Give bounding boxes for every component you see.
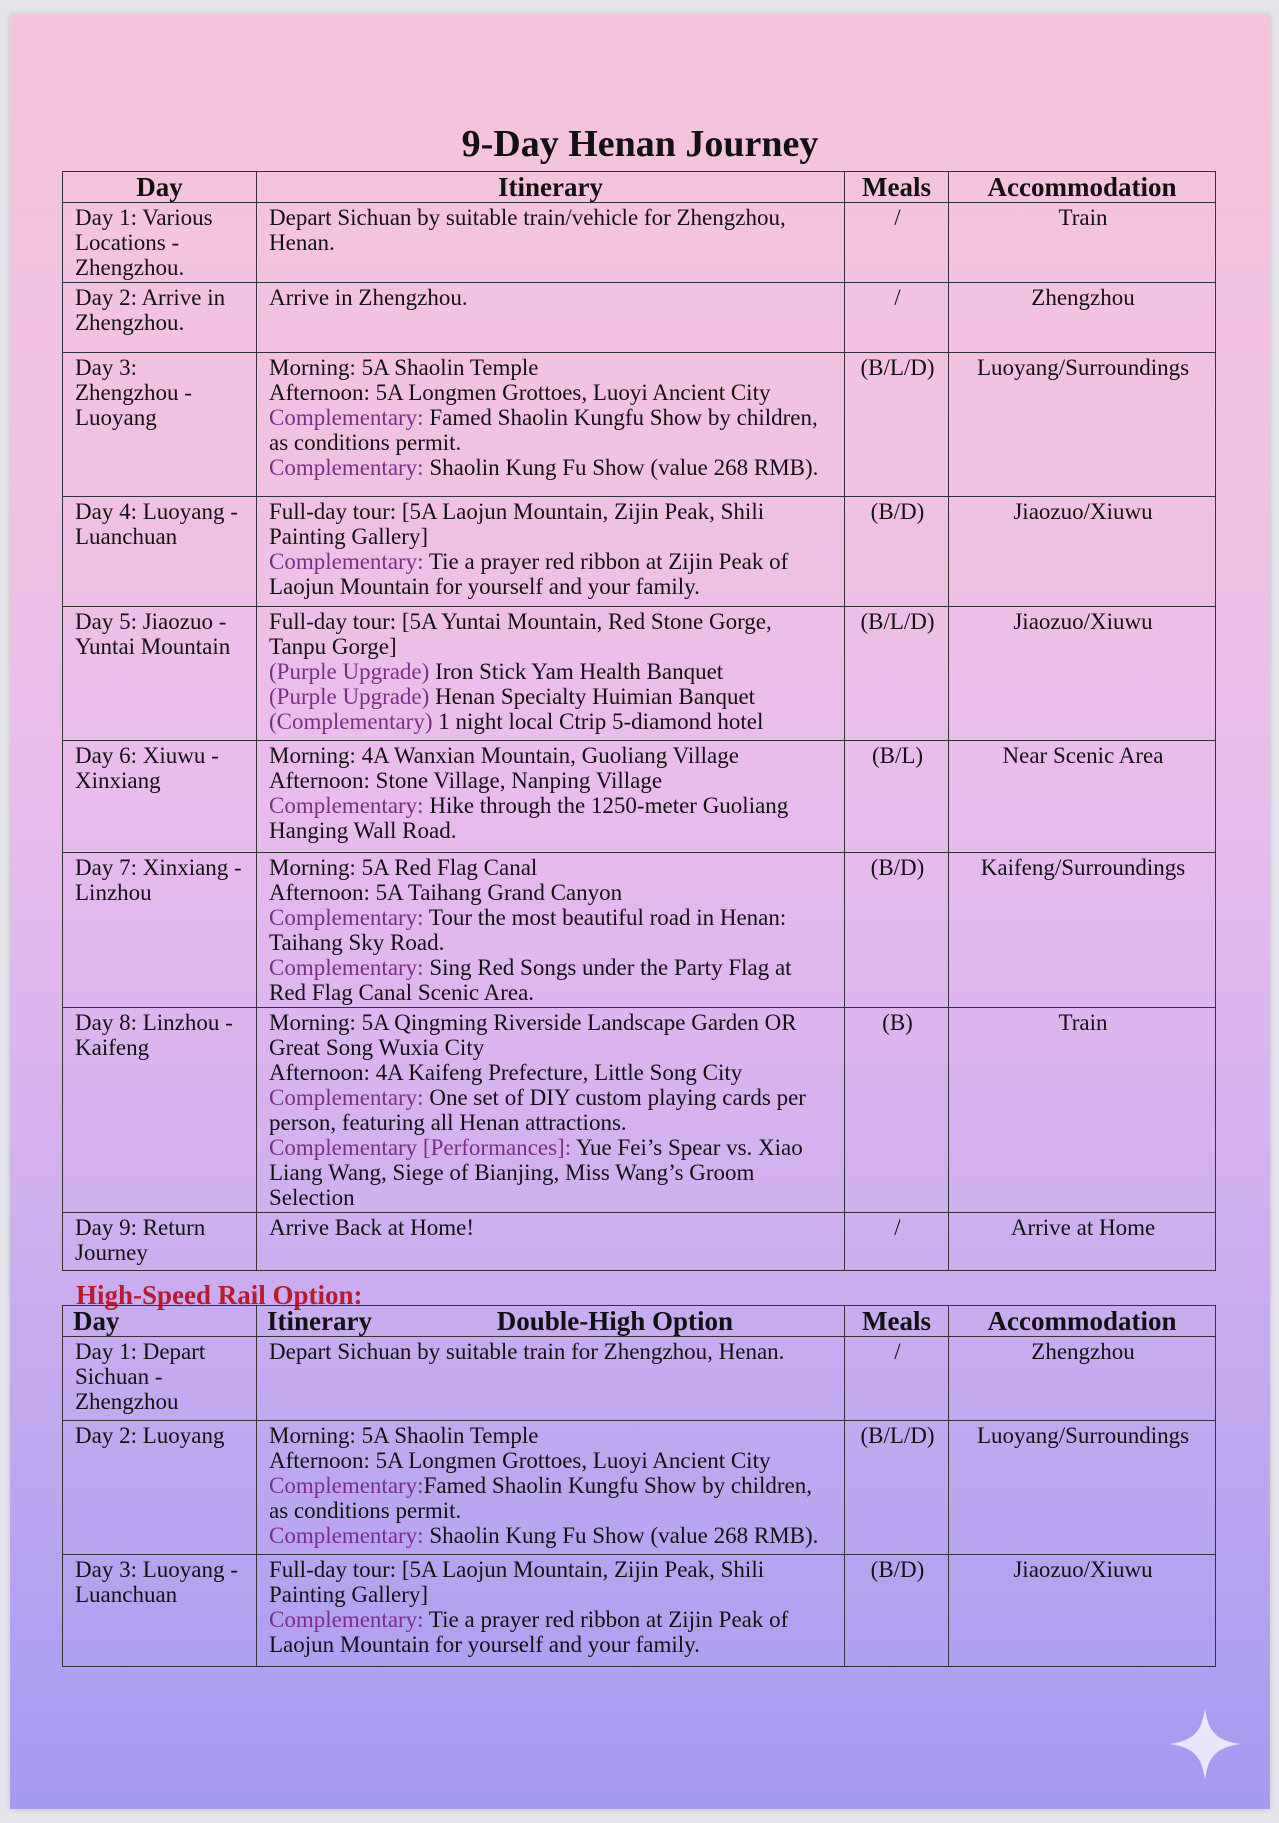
header-itinerary: Itinerary: [257, 172, 845, 203]
header-accommodation: Accommodation: [949, 172, 1216, 203]
table-row: [63, 1213, 1216, 1271]
itinerary-line: [269, 905, 834, 955]
itinerary-line: [269, 1060, 834, 1085]
itinerary-line: [269, 1523, 834, 1548]
itinerary-cell: [257, 1555, 845, 1667]
meals-cell: /: [845, 283, 949, 353]
complementary-label: Complementary:: [269, 1085, 424, 1110]
day-cell: Day 2: Arrive in Zhengzhou.: [63, 283, 257, 353]
itinerary-line: [269, 549, 834, 599]
day-cell: Day 7: Xinxiang - Linzhou: [63, 853, 257, 1008]
meals-cell: /: [845, 203, 949, 283]
day-cell: Day 3: Luoyang - Luanchuan: [63, 1555, 257, 1667]
header-day: Day: [63, 1306, 257, 1337]
header-meals: Meals: [845, 172, 949, 203]
accommodation-cell: Zhengzhou: [949, 283, 1216, 353]
accommodation-cell: Zhengzhou: [949, 1337, 1216, 1421]
itinerary-text: Afternoon: 5A Taihang Grand Canyon: [269, 880, 623, 905]
itinerary-text: Depart Sichuan by suitable train for Zhengzhou, Henan.: [269, 1339, 785, 1364]
itinerary-text: Afternoon: 5A Longmen Grottoes, Luoyi Ancient City: [269, 1448, 771, 1473]
day-cell: Day 1: Various Locations - Zhengzhou.: [63, 203, 257, 283]
table-row: [63, 353, 1216, 497]
itinerary-line: [269, 1010, 834, 1060]
itinerary-line: [269, 743, 834, 768]
accommodation-cell: Arrive at Home: [949, 1213, 1216, 1271]
itinerary-line: [269, 205, 834, 255]
itinerary-text: Sing Red Songs under the Party Flag at Red Flag Canal Scenic Area.: [269, 955, 792, 1005]
accommodation-cell: Kaifeng/Surroundings: [949, 853, 1216, 1008]
accommodation-cell: Train: [949, 203, 1216, 283]
itinerary-text: Morning: 5A Qingming Riverside Landscape Garden OR Great Song Wuxia City: [269, 1010, 797, 1060]
table-row: [63, 1555, 1216, 1667]
table-row: [63, 741, 1216, 853]
complementary-label: Complementary [Performances]:: [269, 1135, 572, 1160]
accommodation-cell: Luoyang/Surroundings: [949, 353, 1216, 497]
complementary-label: Complementary:: [269, 905, 424, 930]
itinerary-text: Arrive Back at Home!: [269, 1215, 475, 1240]
table-row: [63, 203, 1216, 283]
day-cell: Day 2: Luoyang: [63, 1421, 257, 1555]
day-cell: Day 5: Jiaozuo - Yuntai Mountain: [63, 607, 257, 741]
table-header-row: [63, 172, 1216, 203]
itinerary-text: One set of DIY custom playing cards per person, featuring all Henan attractions.: [269, 1085, 806, 1135]
complementary-label: Complementary:: [269, 455, 424, 480]
itinerary-line: [269, 1085, 834, 1135]
itinerary-line: [269, 609, 834, 659]
complementary-label: (Purple Upgrade): [269, 684, 430, 709]
itinerary-text: Tour the most beautiful road in Henan: Taihang Sky Road.: [269, 905, 787, 955]
table-row: [63, 853, 1216, 1008]
itinerary-cell: [257, 497, 845, 607]
itinerary-text: Full-day tour: [5A Yuntai Mountain, Red Stone Gorge, Tanpu Gorge]: [269, 609, 772, 659]
document-page: [10, 14, 1270, 1809]
high-speed-rail-table: [62, 1305, 1216, 1667]
meals-cell: /: [845, 1337, 949, 1421]
itinerary-line: [269, 1423, 834, 1448]
header-double-high-option: Double-High Option: [496, 1306, 734, 1336]
itinerary-line: [269, 380, 834, 405]
itinerary-line: [269, 880, 834, 905]
itinerary-text: Full-day tour: [5A Laojun Mountain, Zijin Peak, Shili Painting Gallery]: [269, 499, 765, 549]
meals-cell: (B/D): [845, 1555, 949, 1667]
itinerary-cell: [257, 607, 845, 741]
accommodation-cell: Jiaozuo/Xiuwu: [949, 607, 1216, 741]
header-meals: Meals: [845, 1306, 949, 1337]
itinerary-text: Famed Shaolin Kungfu Show by children, as conditions permit.: [269, 1473, 812, 1523]
table-row: [63, 283, 1216, 353]
itinerary-line: [269, 1135, 834, 1210]
table-row: [63, 497, 1216, 607]
itinerary-text: Henan Specialty Huimian Banquet: [429, 684, 756, 709]
itinerary-line: [269, 1607, 834, 1657]
itinerary-text: Tie a prayer red ribbon at Zijin Peak of Laojun Mountain for yourself and your family.: [269, 1607, 789, 1657]
itinerary-body: [63, 203, 1216, 1271]
day-cell: Day 9: Return Journey: [63, 1213, 257, 1271]
itinerary-line: [269, 355, 834, 380]
itinerary-text: Famed Shaolin Kungfu Show by children, as conditions permit.: [269, 405, 818, 455]
header-itinerary: Itinerary: [267, 1306, 372, 1336]
itinerary-text: Morning: 5A Shaolin Temple: [269, 355, 539, 380]
accommodation-cell: Train: [949, 1008, 1216, 1213]
itinerary-text: 1 night local Ctrip 5-diamond hotel: [432, 709, 764, 734]
table-header-row: [63, 1306, 1216, 1337]
itinerary-text: Yue Fei’s Spear vs. Xiao Liang Wang, Siege of Bianjing, Miss Wang’s Groom Selection: [269, 1135, 803, 1210]
complementary-label: Complementary:: [269, 549, 424, 574]
day-cell: Day 1: Depart Sichuan - Zhengzhou: [63, 1337, 257, 1421]
itinerary-line: [269, 405, 834, 455]
meals-cell: (B/L/D): [845, 607, 949, 741]
meals-cell: (B/L/D): [845, 1421, 949, 1555]
itinerary-text: Depart Sichuan by suitable train/vehicle for Zhengzhou, Henan.: [269, 205, 786, 255]
itinerary-line: [269, 793, 834, 843]
page-title: 9-Day Henan Journey: [461, 123, 819, 165]
itinerary-cell: [257, 1213, 845, 1271]
accommodation-cell: Jiaozuo/Xiuwu: [949, 497, 1216, 607]
itinerary-line: [269, 709, 834, 734]
header-itinerary-cell: [257, 1306, 845, 1337]
itinerary-text: Morning: 4A Wanxian Mountain, Guoliang Village: [269, 743, 739, 768]
itinerary-line: [269, 684, 834, 709]
itinerary-text: Iron Stick Yam Health Banquet: [429, 659, 724, 684]
accommodation-cell: Luoyang/Surroundings: [949, 1421, 1216, 1555]
meals-cell: (B/L/D): [845, 353, 949, 497]
itinerary-text: Afternoon: 4A Kaifeng Prefecture, Little Song City: [269, 1060, 743, 1085]
meals-cell: (B/D): [845, 497, 949, 607]
itinerary-text: Arrive in Zhengzhou.: [269, 285, 468, 310]
itinerary-cell: [257, 741, 845, 853]
meals-cell: (B): [845, 1008, 949, 1213]
accommodation-cell: Near Scenic Area: [949, 741, 1216, 853]
complementary-label: Complementary:: [269, 405, 424, 430]
itinerary-line: [269, 768, 834, 793]
itinerary-text: Afternoon: Stone Village, Nanping Village: [269, 768, 663, 793]
itinerary-line: [269, 499, 834, 549]
itinerary-text: Tie a prayer red ribbon at Zijin Peak of Laojun Mountain for yourself and your family.: [269, 549, 789, 599]
itinerary-line: [269, 285, 834, 310]
itinerary-table: [62, 171, 1216, 1271]
itinerary-text: Shaolin Kung Fu Show (value 268 RMB).: [423, 455, 819, 480]
meals-cell: (B/L): [845, 741, 949, 853]
header-day: Day: [63, 172, 257, 203]
itinerary-cell: [257, 1008, 845, 1213]
complementary-label: Complementary:: [269, 1523, 424, 1548]
itinerary-text: Morning: 5A Shaolin Temple: [269, 1423, 539, 1448]
day-cell: Day 3: Zhengzhou - Luoyang: [63, 353, 257, 497]
meals-cell: /: [845, 1213, 949, 1271]
complementary-label: (Purple Upgrade): [269, 659, 430, 684]
itinerary-line: [269, 1473, 834, 1523]
complementary-label: Complementary:: [269, 955, 424, 980]
high-speed-rail-label: High-Speed Rail Option:: [76, 1280, 363, 1310]
complementary-label: Complementary:: [269, 1607, 424, 1632]
itinerary-cell: [257, 1337, 845, 1421]
table-row: [63, 1008, 1216, 1213]
itinerary-line: [269, 659, 834, 684]
complementary-label: Complementary:: [269, 1473, 424, 1498]
itinerary-cell: [257, 1421, 845, 1555]
itinerary-line: [269, 1448, 834, 1473]
itinerary-text: Morning: 5A Red Flag Canal: [269, 855, 538, 880]
accommodation-cell: Jiaozuo/Xiuwu: [949, 1555, 1216, 1667]
itinerary-text: Hike through the 1250-meter Guoliang Hanging Wall Road.: [269, 793, 789, 843]
table-row: [63, 1421, 1216, 1555]
itinerary-line: [269, 955, 834, 1005]
sparkle-icon: [1165, 1704, 1245, 1784]
table-row: [63, 607, 1216, 741]
header-accommodation: Accommodation: [949, 1306, 1216, 1337]
itinerary-line: [269, 1557, 834, 1607]
day-cell: Day 4: Luoyang - Luanchuan: [63, 497, 257, 607]
complementary-label: (Complementary): [269, 709, 433, 734]
itinerary-text: Shaolin Kung Fu Show (value 268 RMB).: [423, 1523, 819, 1548]
day-cell: Day 8: Linzhou - Kaifeng: [63, 1008, 257, 1213]
itinerary-line: [269, 1215, 834, 1240]
itinerary-cell: [257, 853, 845, 1008]
complementary-label: Complementary:: [269, 793, 424, 818]
itinerary-cell: [257, 203, 845, 283]
itinerary-text: Full-day tour: [5A Laojun Mountain, Zijin Peak, Shili Painting Gallery]: [269, 1557, 765, 1607]
high-speed-rail-body: [63, 1337, 1216, 1667]
itinerary-line: [269, 855, 834, 880]
meals-cell: (B/D): [845, 853, 949, 1008]
table-row: [63, 1337, 1216, 1421]
itinerary-line: [269, 1339, 834, 1364]
itinerary-line: [269, 455, 834, 480]
itinerary-text: Afternoon: 5A Longmen Grottoes, Luoyi Ancient City: [269, 380, 771, 405]
day-cell: Day 6: Xiuwu - Xinxiang: [63, 741, 257, 853]
itinerary-cell: [257, 283, 845, 353]
itinerary-cell: [257, 353, 845, 497]
